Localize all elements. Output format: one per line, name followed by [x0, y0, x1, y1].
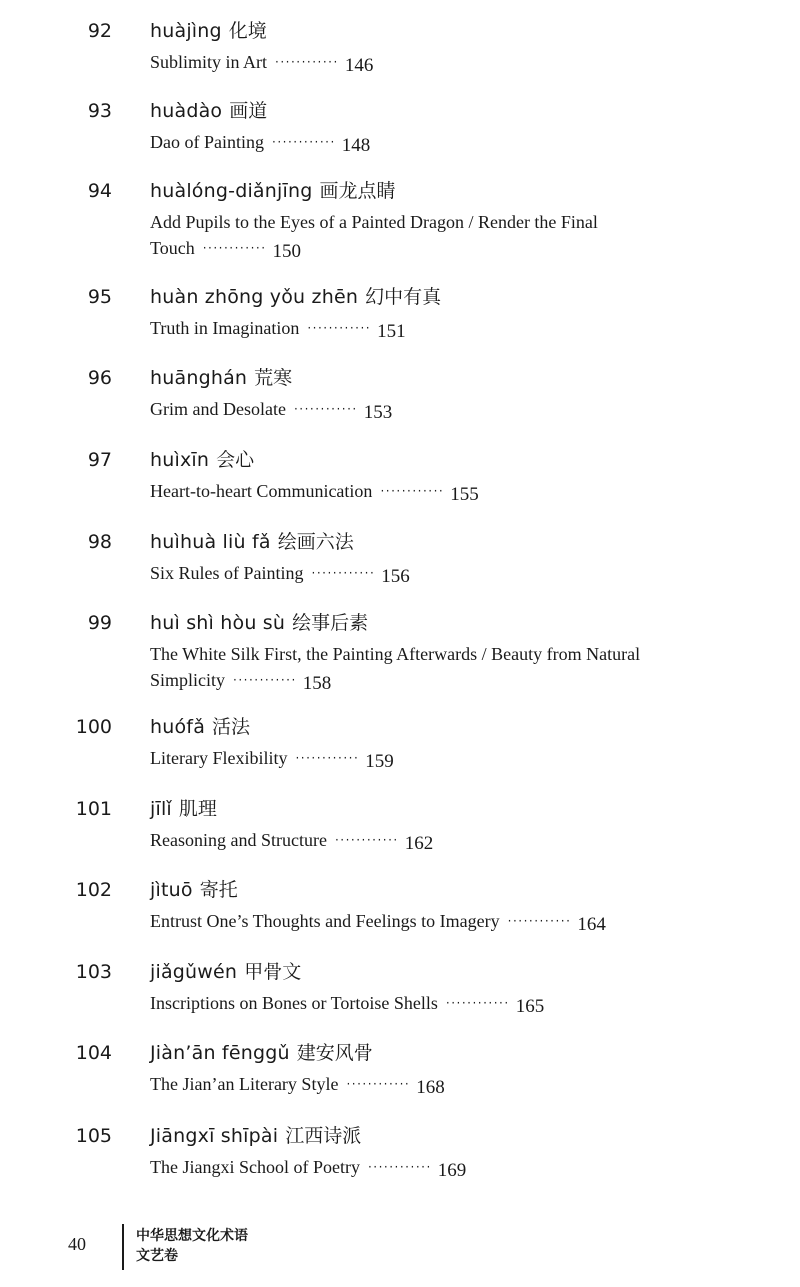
- dot-leader: ············: [445, 996, 510, 1010]
- entry-page-number: 165: [515, 996, 545, 1017]
- entry-pinyin: huì shì hòu sù: [150, 612, 286, 634]
- entry-pinyin: huàjìng: [150, 20, 222, 42]
- entry-pinyin: huìhuà liù fǎ: [150, 531, 271, 553]
- entry-page-number: 155: [450, 484, 479, 505]
- entry-number: 94: [87, 180, 112, 202]
- entry-translation: Literary Flexibility: [150, 748, 288, 768]
- entry-number: 99: [87, 612, 112, 634]
- entry-number: 101: [75, 798, 112, 820]
- dot-leader: ············: [346, 1077, 411, 1091]
- entry-description: [150, 908, 750, 938]
- entry-description: [150, 1154, 710, 1184]
- entry-number: 100: [75, 716, 112, 738]
- dot-leader: ············: [202, 241, 267, 255]
- entry-heading: [150, 1123, 361, 1149]
- entry-hanzi: 肌理: [178, 798, 217, 820]
- entry-description: [150, 641, 660, 697]
- entry-heading: [150, 877, 238, 903]
- dot-leader: ············: [293, 402, 358, 416]
- entry-heading: [150, 959, 301, 985]
- entry-hanzi: 绘事后素: [292, 612, 369, 634]
- entry-number: 104: [75, 1042, 112, 1064]
- entry-heading: [150, 284, 441, 310]
- entry-number: 96: [87, 367, 112, 389]
- entry-pinyin: Jiàn’ān fēnggǔ: [150, 1042, 290, 1064]
- entry-number: 98: [87, 531, 112, 553]
- series-title: [136, 1226, 248, 1266]
- volume-title-line: 文艺卷: [136, 1248, 178, 1264]
- entry-page-number: 168: [416, 1077, 445, 1098]
- entry-description: [150, 315, 710, 345]
- entry-heading: [150, 365, 292, 391]
- entry-hanzi: 江西诗派: [285, 1125, 362, 1147]
- entry-translation: Add Pupils to the Eyes of a Painted Dragon / Render the Final Touch: [150, 212, 598, 258]
- page-number: 40: [68, 1234, 86, 1254]
- entry-heading: [150, 178, 396, 204]
- dot-leader: ············: [367, 1160, 432, 1174]
- entry-page-number: 164: [577, 914, 606, 935]
- entry-pinyin: huófǎ: [150, 716, 206, 738]
- footer-divider: [122, 1224, 124, 1270]
- dot-leader: ············: [307, 321, 372, 335]
- entry-description: [150, 1071, 710, 1101]
- entry-description: [150, 745, 710, 775]
- entry-number: 102: [75, 879, 112, 901]
- entry-translation: Grim and Desolate: [150, 399, 286, 419]
- entry-hanzi: 幻中有真: [365, 286, 442, 308]
- dot-leader: ············: [233, 673, 297, 687]
- page-footer: [0, 1224, 800, 1274]
- entry-translation: The Jiangxi School of Poetry: [150, 1157, 360, 1177]
- entry-pinyin: huàlóng-diǎnjīng: [150, 180, 313, 202]
- entry-hanzi: 寄托: [199, 879, 238, 901]
- entry-description: [150, 396, 710, 426]
- entry-pinyin: jìtuō: [150, 879, 193, 901]
- entry-description: [150, 827, 710, 857]
- entry-number: 93: [87, 100, 112, 122]
- entry-translation: Entrust One’s Thoughts and Feelings to Imagery: [150, 911, 500, 931]
- entry-page-number: 162: [404, 833, 434, 854]
- entry-translation: Inscriptions on Bones or Tortoise Shells: [150, 993, 438, 1013]
- entry-description: [150, 990, 710, 1020]
- entry-page-number: 169: [437, 1160, 467, 1181]
- entry-hanzi: 甲骨文: [244, 961, 302, 983]
- dot-leader: ············: [272, 135, 336, 149]
- entry-hanzi: 活法: [212, 716, 251, 738]
- entry-description: [150, 560, 710, 590]
- entry-hanzi: 画龙点睛: [319, 180, 396, 202]
- entry-number: 92: [87, 20, 112, 42]
- entry-heading: [150, 98, 267, 124]
- entry-heading: [150, 447, 254, 473]
- entry-page-number: 146: [344, 55, 374, 76]
- entry-number: 95: [87, 286, 112, 308]
- entry-pinyin: Jiāngxī shīpài: [150, 1125, 279, 1147]
- dot-leader: ············: [295, 751, 360, 765]
- entry-number: 103: [75, 961, 112, 983]
- entry-page-number: 158: [302, 673, 332, 694]
- entry-heading: [150, 1040, 373, 1066]
- entry-hanzi: 荒寒: [254, 367, 293, 389]
- entry-pinyin: huàn zhōng yǒu zhēn: [150, 286, 359, 308]
- entry-page-number: 153: [363, 402, 393, 423]
- entry-description: [150, 49, 710, 79]
- entry-heading: [150, 529, 354, 555]
- entry-description: [150, 478, 710, 508]
- entry-hanzi: 化境: [228, 20, 267, 42]
- series-title-line: 中华思想文化术语: [136, 1228, 248, 1244]
- entry-heading: [150, 610, 368, 636]
- dot-leader: ············: [507, 914, 572, 928]
- entry-translation: Dao of Painting: [150, 132, 264, 152]
- entry-page-number: 150: [272, 241, 302, 262]
- entry-heading: [150, 18, 267, 44]
- dot-leader: ············: [275, 55, 339, 69]
- entry-translation: Six Rules of Painting: [150, 563, 304, 583]
- entry-page-number: 159: [365, 751, 394, 772]
- entry-number: 105: [75, 1125, 112, 1147]
- dot-leader: ············: [311, 566, 376, 580]
- entry-pinyin: huānghán: [150, 367, 248, 389]
- entry-translation: The White Silk First, the Painting Afterwards / Beauty from Natural Simplicity: [150, 644, 641, 690]
- entry-pinyin: jīlǐ: [150, 798, 172, 820]
- entry-number: 97: [87, 449, 112, 471]
- dot-leader: ············: [334, 833, 399, 847]
- entry-pinyin: huàdào: [150, 100, 223, 122]
- entry-hanzi: 绘画六法: [277, 531, 354, 553]
- entry-description: [150, 209, 640, 265]
- entry-translation: Sublimity in Art: [150, 52, 268, 72]
- entry-translation: Reasoning and Structure: [150, 830, 327, 850]
- entry-pinyin: jiǎgǔwén: [150, 961, 238, 983]
- entry-page-number: 151: [377, 321, 406, 342]
- entry-translation: Heart-to-heart Communication: [150, 481, 373, 501]
- entry-hanzi: 建安风骨: [296, 1042, 373, 1064]
- entry-page-number: 156: [381, 566, 410, 587]
- dot-leader: ············: [380, 484, 445, 498]
- entry-hanzi: 会心: [216, 449, 255, 471]
- entry-heading: [150, 714, 250, 740]
- entry-translation: The Jian’an Literary Style: [150, 1074, 339, 1094]
- entry-hanzi: 画道: [229, 100, 268, 122]
- entry-translation: Truth in Imagination: [150, 318, 300, 338]
- entry-heading: [150, 796, 217, 822]
- entry-description: [150, 129, 710, 159]
- entry-pinyin: huìxīn: [150, 449, 210, 471]
- entry-page-number: 148: [341, 135, 371, 156]
